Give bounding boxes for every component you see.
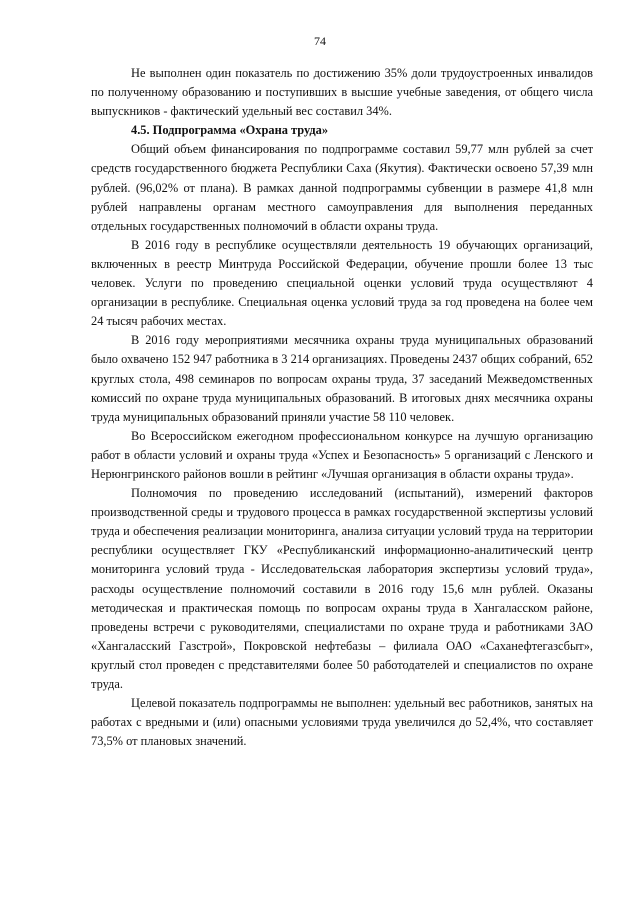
page-number: 74 xyxy=(314,34,326,48)
paragraph-financing: Общий объем финансирования по подпрограмме составил 59,77 млн рублей за счет средств государственного бюджета Республики Саха (Якутия). Фактически освоено 57,39 млн рублей. (96,02% от плана). В рамках данной подпрограммы субвенции в размере 41,8 млн рублей направлены органам местного самоуправления для выполнения переданных отдельных государственных полномочий в области охраны труда. xyxy=(91,142,593,233)
paragraph-training-organizations: В 2016 году в республике осуществляли деятельность 19 обучающих организаций, включенных в реестр Минтруда Российской Федерации, обучение прошли более 13 тыс человек. Услуги по проведению специальной оценки условий труда осуществляют 4 организации в республике. Специальная оценка условий труда за год проведена на более чем 24 тысяч рабочих местах. xyxy=(91,237,593,329)
section-heading: 4.5. Подпрограмма «Охрана труда» xyxy=(131,123,329,138)
document-body xyxy=(91,64,593,751)
paragraph-disability-employment: Не выполнен один показатель по достижению 35% доли трудоустроенных инвалидов по полученному образованию и поступивших в высшие учебные заведения, от общего числа выпускников - фактический удельный вес составил 34%. xyxy=(91,66,593,119)
paragraph-safety-month: В 2016 году мероприятиями месячника охраны труда муниципальных образований было охвачено 152 947 работника в 3 214 организациях. Проведены 2437 общих собраний, 652 круглых стола, 498 семинаров по вопросам охраны труда, 37 заседаний Межведомственных комиссий по охране труда муниципальных образований. В итоговых днях месячника охраны труда муниципальных образований приняли участие 58 110 человек. xyxy=(91,333,593,424)
paragraph-target-indicator: Целевой показатель подпрограммы не выполнен: удельный вес работников, занятых на работах с вредными и (или) опасными условиями труда увеличился до 52,4%, что составляет 73,5% от плановых значений. xyxy=(91,696,593,749)
paragraph-research-authority: Полномочия по проведению исследований (испытаний), измерений факторов производственной среды и трудового процесса в рамках государственной экспертизы условий труда и обеспечения реализации мониторинга, анализа ситуации условий труда на территории республики осуществляет ГКУ «Республиканский информационно-аналитический центр мониторинга условий труда - Исследовательская лаборатория экспертизы условий труда», расходы осуществление полномочий составили в 2016 году 15,6 млн рублей. Оказаны методическая и практическая помощь по вопросам охраны труда в Хангаласском районе, проведены встречи с руководителями, специалистами по охране труда и работниками ЗАО «Хангаласский Газстрой», Покровской нефтебазы – филиала ОАО «Саханефтегазсбыт», круглый стол проведен с представителями более 50 работодателей и специалистов по охране труда. xyxy=(91,486,593,691)
paragraph-competition: Во Всероссийском ежегодном профессиональном конкурсе на лучшую организацию работ в области условий и охраны труда «Успех и Безопасность» 5 организаций с Ленского и Нерюнгринского районов вошли в рейтинг «Лучшая организация в области охраны труда». xyxy=(91,428,593,481)
